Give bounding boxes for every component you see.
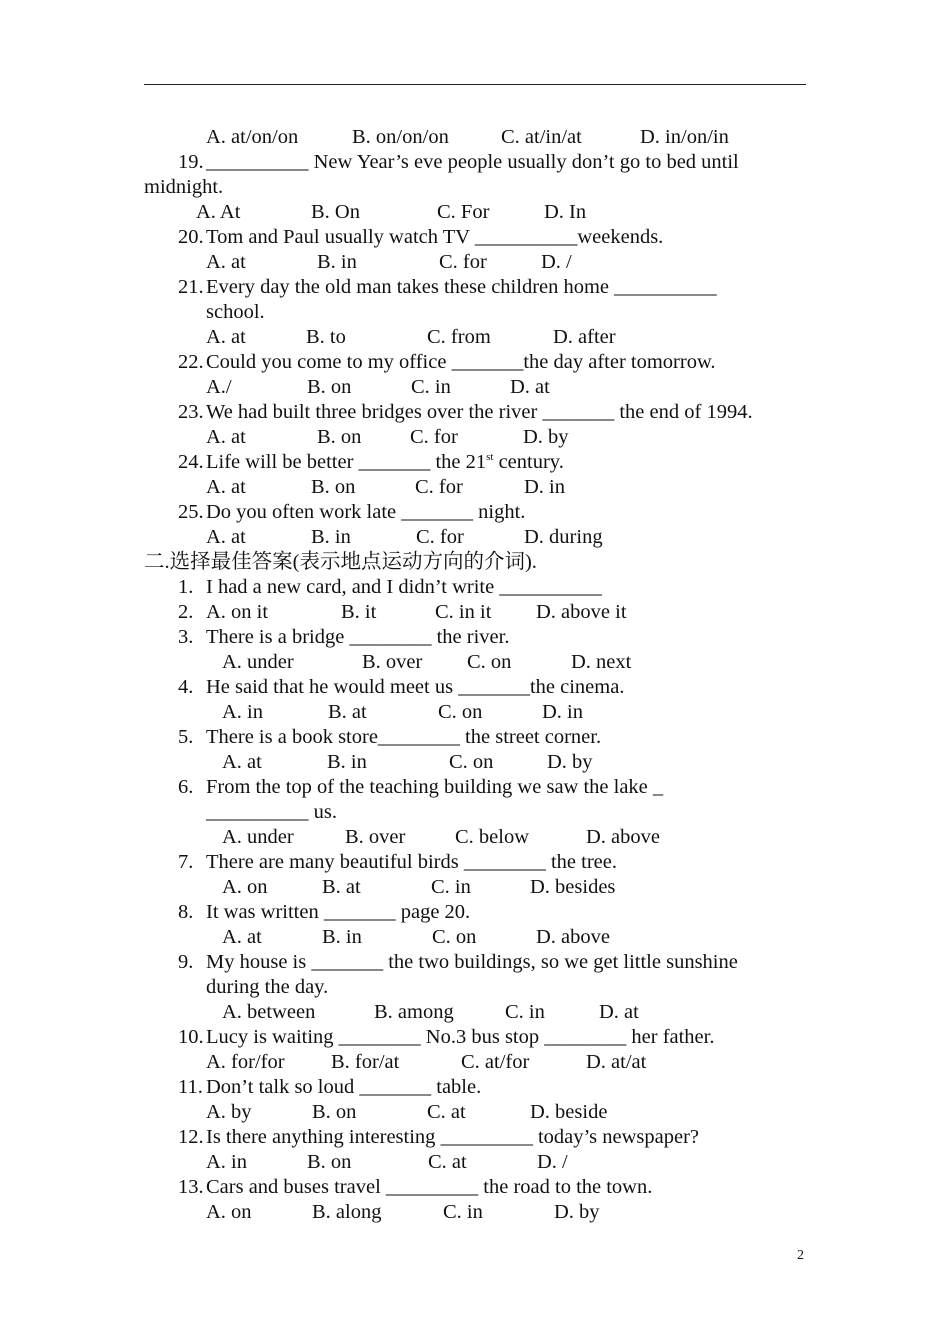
option: B. it bbox=[341, 601, 377, 623]
question-number: 13. bbox=[178, 1176, 204, 1198]
answer-blank: _______ bbox=[358, 451, 431, 473]
option: D. at/at bbox=[586, 1051, 647, 1073]
question-text: Cars and buses travel bbox=[206, 1176, 386, 1198]
question-text: the day after tomorrow. bbox=[523, 351, 716, 373]
question-text: table. bbox=[431, 1076, 482, 1098]
answer-blank: _______ bbox=[311, 951, 384, 973]
answer-blank: _______ bbox=[542, 401, 615, 423]
question-text: the two buildings, so we get little sunshine bbox=[383, 951, 738, 973]
option: A. at bbox=[206, 476, 246, 498]
option: B. in bbox=[317, 251, 357, 273]
question-text: My house is bbox=[206, 951, 312, 973]
answer-blank: _______ bbox=[458, 676, 530, 698]
question-number: 8. bbox=[178, 901, 194, 923]
option: A. in bbox=[206, 1151, 247, 1173]
question-text: the street corner. bbox=[459, 726, 602, 748]
option: C. on bbox=[438, 701, 483, 723]
question-text: New Year’s eve people usually don’t go to bed until bbox=[308, 151, 739, 173]
option: B. at bbox=[322, 876, 361, 898]
option: A. under bbox=[222, 826, 294, 848]
option: A. at/on/on bbox=[206, 126, 299, 148]
option: C. at bbox=[428, 1151, 467, 1173]
question-text: midnight. bbox=[144, 176, 224, 198]
option: C. on bbox=[432, 926, 477, 948]
question-number: 7. bbox=[178, 851, 194, 873]
question-text: today’s newspaper? bbox=[532, 1126, 700, 1148]
option: C. For bbox=[437, 201, 490, 223]
option: A. in bbox=[222, 701, 263, 723]
question-text: Every day the old man takes these children home bbox=[206, 276, 615, 298]
option: D. in/on/in bbox=[640, 126, 729, 148]
header-rule bbox=[144, 84, 806, 85]
option: A. At bbox=[196, 201, 241, 223]
option: C. for bbox=[410, 426, 458, 448]
question-number: 11. bbox=[178, 1076, 203, 1098]
answer-blank: ________ bbox=[349, 626, 432, 648]
answer-blank: ________ bbox=[463, 851, 546, 873]
question-number: 22. bbox=[178, 351, 204, 373]
question-text: There are many beautiful birds bbox=[206, 851, 464, 873]
option: D. In bbox=[544, 201, 587, 223]
option: C. in bbox=[443, 1201, 483, 1223]
option: C. in bbox=[505, 1001, 545, 1023]
option: B. on bbox=[307, 376, 352, 398]
answer-blank: ________ bbox=[544, 1026, 627, 1048]
question-text: school. bbox=[206, 301, 265, 323]
option: D. at bbox=[599, 1001, 639, 1023]
question-text: We had built three bridges over the river bbox=[206, 401, 543, 423]
answer-blank: __________ bbox=[206, 801, 309, 823]
question-number: 20. bbox=[178, 226, 204, 248]
option: B. in bbox=[311, 526, 351, 548]
question-text: her father. bbox=[626, 1026, 715, 1048]
question-text: I had a new card, and I didn’t write __________ bbox=[206, 576, 602, 598]
option: A. at bbox=[222, 751, 262, 773]
option: B. to bbox=[306, 326, 346, 348]
option: C. at bbox=[427, 1101, 466, 1123]
option: A. on it bbox=[206, 601, 269, 623]
answer-blank: __________ bbox=[614, 276, 717, 298]
question-number: 23. bbox=[178, 401, 204, 423]
option: C. at/in/at bbox=[501, 126, 582, 148]
option: D. / bbox=[537, 1151, 568, 1173]
section-title: 二.选择最佳答案(表示地点运动方向的介词). bbox=[144, 551, 537, 573]
question-text: Do you often work late bbox=[206, 501, 402, 523]
question-number: 24. bbox=[178, 451, 204, 473]
option: D. in bbox=[524, 476, 565, 498]
question-number: 3. bbox=[178, 626, 194, 648]
option: C. for bbox=[416, 526, 464, 548]
question-number: 1. bbox=[178, 576, 194, 598]
option: A. between bbox=[222, 1001, 316, 1023]
option: D. by bbox=[554, 1201, 600, 1223]
option: D. besides bbox=[530, 876, 616, 898]
option: D. beside bbox=[530, 1101, 608, 1123]
question-text: There is a book store bbox=[206, 726, 378, 748]
answer-blank: _______ bbox=[451, 351, 524, 373]
option: B. on/on/on bbox=[352, 126, 449, 148]
option: A. under bbox=[222, 651, 294, 673]
option: B. among bbox=[374, 1001, 454, 1023]
question-text: From the top of the teaching building we saw the lake _ bbox=[206, 776, 664, 798]
question-number: 6. bbox=[178, 776, 194, 798]
question-text: us. bbox=[308, 801, 337, 823]
question-text: the 21 bbox=[430, 451, 487, 473]
answer-blank: __________ bbox=[474, 226, 578, 248]
question-text: during the day. bbox=[206, 976, 329, 998]
question-text: the river. bbox=[431, 626, 510, 648]
page-number: 2 bbox=[797, 1248, 804, 1263]
option: D. by bbox=[523, 426, 569, 448]
option: B. for/at bbox=[331, 1051, 400, 1073]
option: D. above bbox=[586, 826, 661, 848]
answer-blank: _______ bbox=[359, 1076, 432, 1098]
option: C. for bbox=[439, 251, 487, 273]
question-number: 5. bbox=[178, 726, 194, 748]
question-text: night. bbox=[473, 501, 526, 523]
question-text: Could you come to my office bbox=[206, 351, 452, 373]
option: B. on bbox=[311, 476, 356, 498]
option: B. On bbox=[311, 201, 360, 223]
option: A. at bbox=[222, 926, 262, 948]
question-text: the road to the town. bbox=[478, 1176, 653, 1198]
option: C. on bbox=[449, 751, 494, 773]
option: D. in bbox=[542, 701, 583, 723]
option: C. on bbox=[467, 651, 512, 673]
option: A. by bbox=[206, 1101, 252, 1123]
option: C. at/for bbox=[461, 1051, 530, 1073]
option: B. on bbox=[312, 1101, 357, 1123]
question-number: 25. bbox=[178, 501, 204, 523]
option: B. over bbox=[345, 826, 406, 848]
option: B. on bbox=[307, 1151, 352, 1173]
question-number: 9. bbox=[178, 951, 194, 973]
option: B. in bbox=[327, 751, 367, 773]
option: D. at bbox=[510, 376, 550, 398]
option: C. from bbox=[427, 326, 491, 348]
option: C. in bbox=[411, 376, 451, 398]
option: B. on bbox=[317, 426, 362, 448]
question-text: Is there anything interesting bbox=[206, 1126, 441, 1148]
answer-blank: ________ bbox=[338, 1026, 421, 1048]
question-text: century. bbox=[493, 451, 564, 473]
question-text: No.3 bus stop bbox=[420, 1026, 545, 1048]
option: C. below bbox=[455, 826, 530, 848]
question-number: 21. bbox=[178, 276, 204, 298]
superscript: st bbox=[486, 451, 494, 464]
answer-blank: _______ bbox=[401, 501, 474, 523]
question-number: 10. bbox=[178, 1026, 204, 1048]
option: A. for/for bbox=[206, 1051, 285, 1073]
option: D. after bbox=[553, 326, 616, 348]
option: D. during bbox=[524, 526, 603, 548]
option: B. in bbox=[322, 926, 362, 948]
question-text: It was written _______ page 20. bbox=[206, 901, 471, 923]
question-text: Lucy is waiting bbox=[206, 1026, 339, 1048]
question-text: Tom and Paul usually watch TV bbox=[206, 226, 475, 248]
option: C. in bbox=[431, 876, 471, 898]
option: A./ bbox=[206, 376, 232, 398]
option: B. at bbox=[328, 701, 367, 723]
option: A. at bbox=[206, 326, 246, 348]
option: D. next bbox=[571, 651, 632, 673]
option: D. / bbox=[541, 251, 572, 273]
option: A. at bbox=[206, 251, 246, 273]
option: C. for bbox=[415, 476, 463, 498]
option: D. by bbox=[547, 751, 593, 773]
answer-blank: ________ bbox=[377, 726, 460, 748]
option: B. over bbox=[362, 651, 423, 673]
option: A. on bbox=[206, 1201, 252, 1223]
option: B. along bbox=[312, 1201, 382, 1223]
question-text: He said that he would meet us bbox=[206, 676, 459, 698]
question-number: 4. bbox=[178, 676, 194, 698]
answer-blank: _________ bbox=[440, 1126, 533, 1148]
answer-blank: __________ bbox=[206, 151, 309, 173]
option: D. above it bbox=[536, 601, 627, 623]
question-text: the end of 1994. bbox=[614, 401, 753, 423]
question-number: 12. bbox=[178, 1126, 204, 1148]
option: A. at bbox=[206, 526, 246, 548]
question-text: Don’t talk so loud bbox=[206, 1076, 360, 1098]
question-text: the tree. bbox=[545, 851, 617, 873]
question-text: the cinema. bbox=[529, 676, 625, 698]
option: A. at bbox=[206, 426, 246, 448]
question-text: There is a bridge bbox=[206, 626, 350, 648]
option: C. in it bbox=[435, 601, 492, 623]
question-text: Life will be better bbox=[206, 451, 359, 473]
option: D. above bbox=[536, 926, 611, 948]
option: A. on bbox=[222, 876, 268, 898]
question-number: 2. bbox=[178, 601, 194, 623]
answer-blank: _________ bbox=[385, 1176, 479, 1198]
question-text: weekends. bbox=[577, 226, 664, 248]
question-number: 19. bbox=[178, 151, 204, 173]
